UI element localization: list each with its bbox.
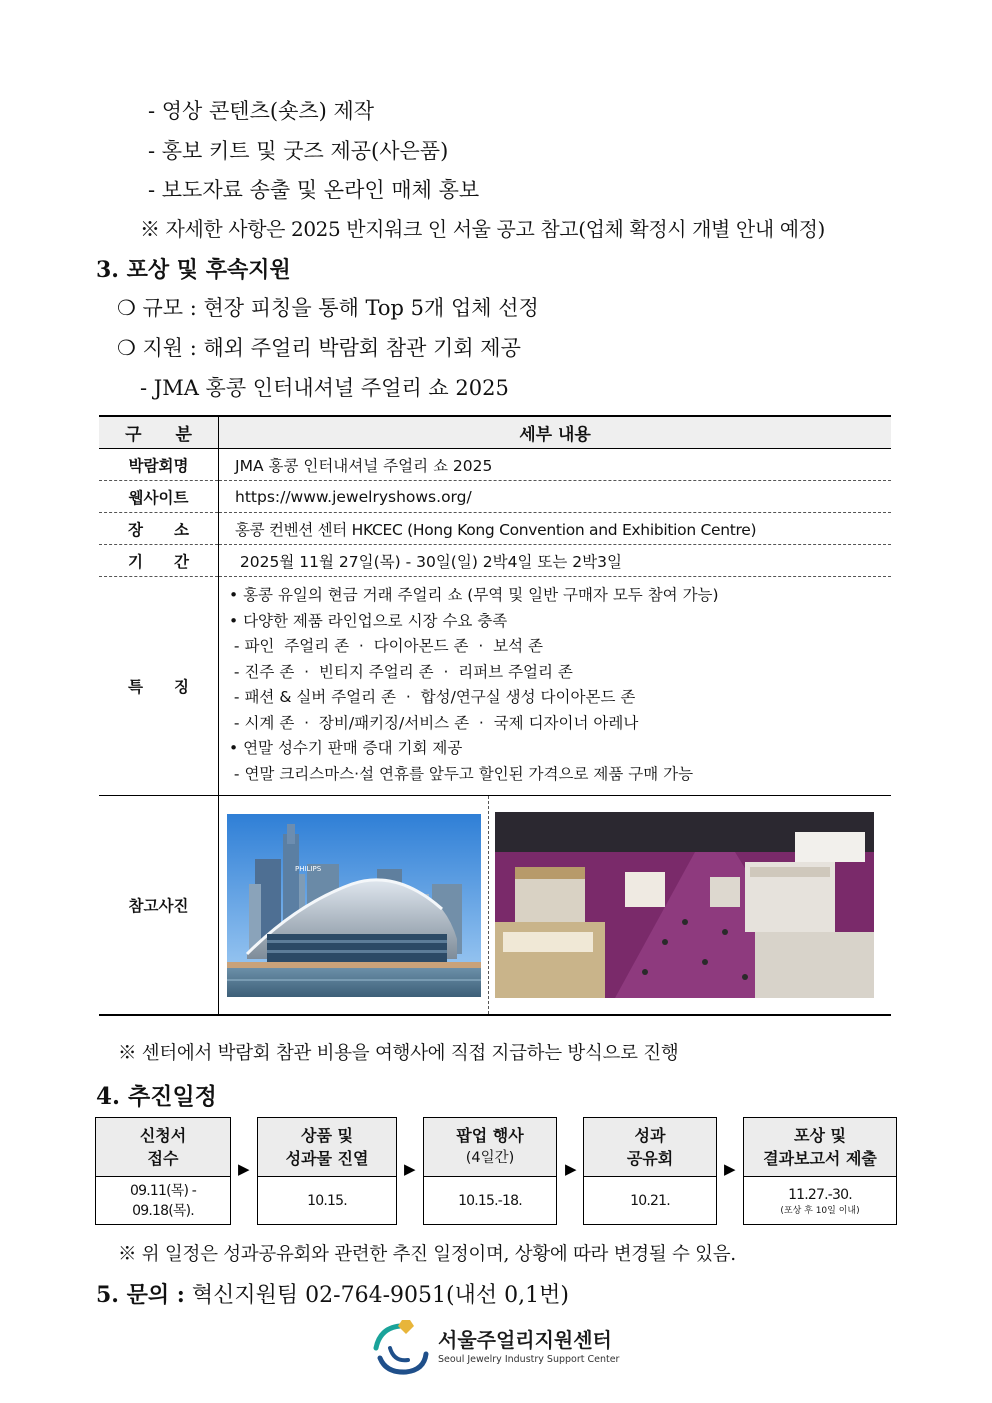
step-date: 09.11(목) - (129, 1182, 197, 1199)
table-row (99, 449, 891, 481)
step-date: 10.15. (307, 1192, 347, 1209)
table-note: ※ 센터에서 박람회 참관 비용을 여행사에 직접 지급하는 방식으로 진행 (118, 1043, 679, 1064)
feature-item: - 파인 주얼리 존 · 다이아몬드 존 · 보석 존 (229, 637, 543, 655)
step-title-line2: 공유회 (626, 1149, 674, 1168)
step-title-line1: 성과 (634, 1126, 666, 1145)
step-date: 10.21. (630, 1192, 670, 1209)
feature-item: - 진주 존 · 빈티지 주얼리 존 · 리퍼브 주얼리 존 (229, 662, 573, 681)
step-title-line1: 포상 및 (794, 1126, 846, 1145)
schedule-step-popup (423, 1117, 557, 1225)
photo-cell-exhibition-hall (488, 796, 891, 1014)
schedule-step-report (743, 1117, 897, 1225)
step-arrow: ▶ (565, 1160, 577, 1178)
row-value-website-link[interactable]: https://www.jewelryshows.org/ (219, 481, 892, 513)
photo-cell-convention-centre (219, 796, 488, 1014)
section-3-support: ❍ 지원 : 해외 주얼리 박람회 참관 기회 제공 (117, 336, 521, 360)
row-label-period: 기 간 (99, 545, 219, 577)
row-label-fair-name: 박람회명 (99, 449, 219, 481)
table-row (99, 545, 891, 577)
step-date: 11.27.-30. (788, 1186, 852, 1203)
row-value-fair-name: JMA 홍콩 인터내셔널 주얼리 쇼 2025 (219, 449, 892, 481)
schedule-step-application (95, 1117, 231, 1225)
header-content: 세부 내용 (219, 416, 892, 449)
contact-value: 혁신지원팀 02-764-9051(내선 0,1번) (184, 1283, 569, 1308)
section-3-scale: ❍ 규모 : 현장 피칭을 통해 Top 5개 업체 선정 (117, 296, 539, 320)
feature-item: • 홍콩 유일의 현금 거래 주얼리 쇼 (무역 및 일반 구매자 모두 참여 가능) (229, 586, 719, 604)
center-logo (372, 1318, 632, 1378)
section-3-event: - JMA 홍콩 인터내셔널 주얼리 쇼 2025 (140, 376, 509, 400)
step-title-line1: 팝업 행사 (456, 1126, 524, 1145)
table-row-features (99, 577, 891, 796)
row-label-photos: 참고사진 (99, 796, 219, 1016)
photos-cell (219, 796, 892, 1016)
schedule-note: ※ 위 일정은 성과공유회와 관련한 추진 일정이며, 상황에 따라 변경될 수 있음. (118, 1244, 736, 1265)
table-row (99, 513, 891, 545)
feature-item: - 시계 존 · 장비/패키징/서비스 존 · 국제 디자이너 아레나 (229, 713, 639, 732)
section-4-title: 4. 추진일정 (96, 1083, 217, 1110)
features-cell (219, 577, 892, 796)
feature-item: • 다양한 제품 라인업으로 시장 수요 충족 (229, 611, 508, 630)
step-title-line1: 상품 및 (301, 1126, 353, 1145)
step-title-line2: 성과물 진열 (285, 1149, 369, 1168)
header-category: 구 분 (99, 416, 219, 449)
table-row-photos (99, 796, 891, 1016)
step-title-sub: (4일간) (465, 1150, 515, 1166)
fair-details-table (99, 415, 891, 1016)
step-arrow: ▶ (238, 1160, 250, 1178)
step-note: (포상 후 10일 이내) (780, 1205, 860, 1216)
step-date-line2: 09.18(목). (132, 1202, 194, 1219)
intro-bullet-1: - 영상 콘텐츠(숏츠) 제작 (148, 99, 375, 123)
convention-centre-photo (227, 814, 481, 997)
feature-item: - 연말 크리스마스·설 연휴를 앞두고 할인된 가격으로 제품 구매 가능 (229, 764, 694, 783)
step-title-line2: 결과보고서 제출 (763, 1149, 877, 1168)
step-date: 10.15.-18. (458, 1192, 522, 1209)
intro-note: ※ 자세한 사항은 2025 반지워크 인 서울 공고 참고(업체 확정시 개별 안내 예정) (140, 217, 825, 241)
exhibition-hall-photo (495, 812, 874, 998)
step-arrow: ▶ (724, 1160, 736, 1178)
row-label-venue: 장 소 (99, 513, 219, 545)
intro-bullet-2: - 홍보 키트 및 굿즈 제공(사은품) (148, 139, 449, 163)
step-arrow: ▶ (404, 1160, 416, 1178)
table-header-row (99, 416, 891, 449)
schedule-step-display (257, 1117, 397, 1225)
step-title-line2: 접수 (147, 1149, 179, 1168)
logo-mark-icon (372, 1318, 434, 1376)
feature-item: • 연말 성수기 판매 증대 기회 제공 (229, 739, 463, 757)
row-value-venue: 홍콩 컨벤션 센터 HKCEC (Hong Kong Convention and Exhibition Centre) (219, 513, 892, 545)
contact-label: 5. 문의 : (96, 1282, 185, 1308)
features-list (219, 577, 891, 795)
section-5-contact (96, 1278, 569, 1309)
row-label-features: 특 징 (99, 577, 219, 796)
building-sign-text: PHILIPS (295, 865, 322, 873)
step-title-line1: 신청서 (139, 1126, 187, 1145)
table-row (99, 481, 891, 513)
logo-english-name: Seoul Jewelry Industry Support Center (438, 1354, 620, 1365)
feature-item: - 패션 & 실버 주얼리 존 · 합성/연구실 생성 다이아몬드 존 (229, 688, 636, 706)
logo-korean-name: 서울주얼리지원센터 (438, 1328, 612, 1352)
schedule-step-sharing (583, 1117, 717, 1225)
intro-bullet-3: - 보도자료 송출 및 온라인 매체 홍보 (148, 178, 480, 202)
row-value-period: 2025월 11월 27일(목) - 30일(일) 2박4일 또는 2박3일 (219, 545, 892, 577)
section-3-title: 3. 포상 및 후속지원 (96, 257, 291, 283)
row-label-website: 웹사이트 (99, 481, 219, 513)
